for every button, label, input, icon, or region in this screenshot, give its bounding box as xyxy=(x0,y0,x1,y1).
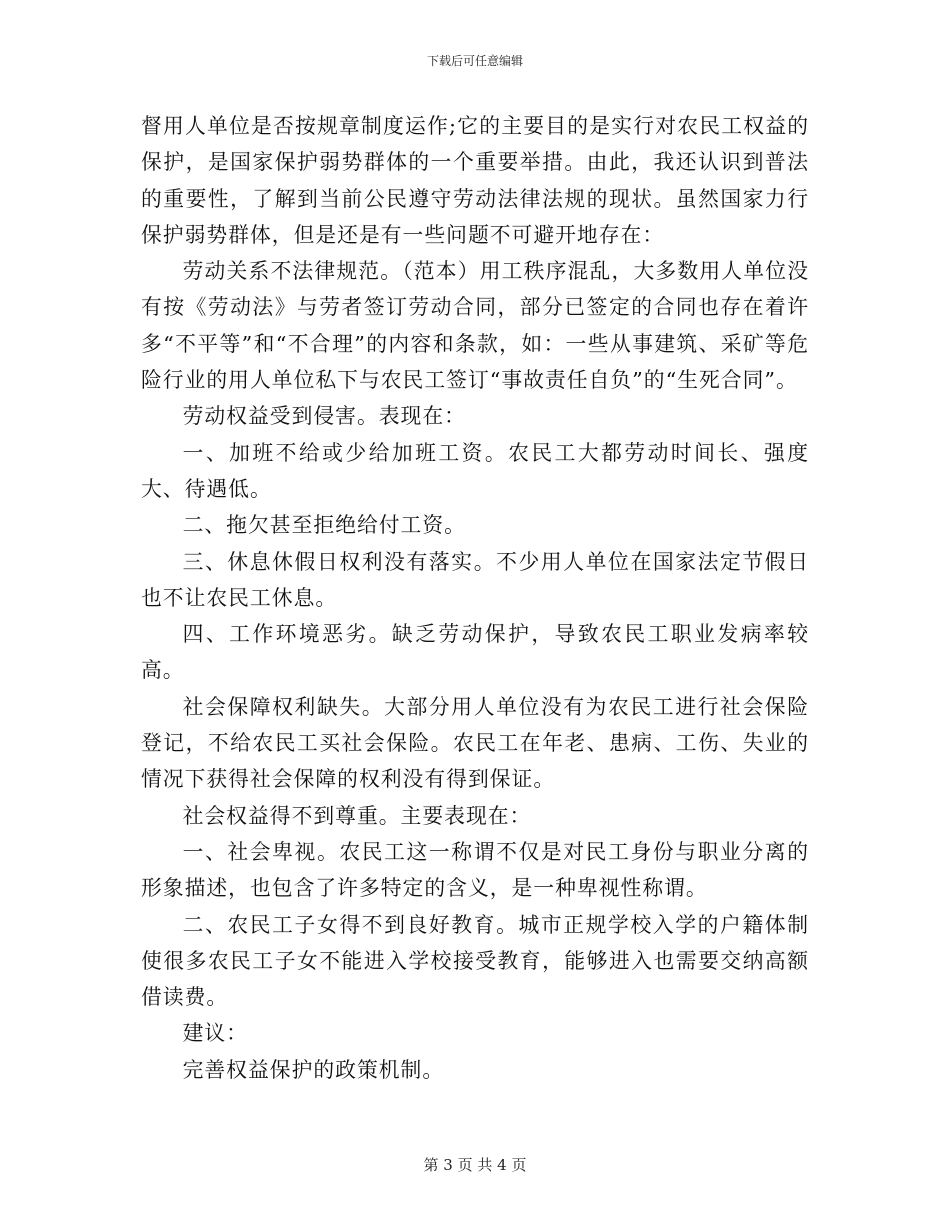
page-number: 第 3 页 共 4 页 xyxy=(423,1156,527,1174)
paragraph-6: 三、休息休假日权利没有落实。不少用人单位在国家法定节假日也不让农民工休息。 xyxy=(141,549,809,610)
paragraph-11: 二、农民工子女得不到良好教育。城市正规学校入学的户籍体制使很多农民工子女不能进入学校接受教育，能够进入也需要交纳高额借读费。 xyxy=(141,912,809,1010)
paragraph-4: 一、加班不给或少给加班工资。农民工大都劳动时间长、强度大、待遇低。 xyxy=(141,440,809,501)
paragraph-7: 四、工作环境恶劣。缺乏劳动保护，导致农民工职业发病率较高。 xyxy=(141,622,809,683)
paragraph-10: 一、社会卑视。农民工这一称谓不仅是对民工身份与职业分离的形象描述，也包含了许多特定的含义，是一种卑视性称谓。 xyxy=(141,839,809,901)
paragraph-2: 劳动关系不法律规范。（范本）用工秩序混乱，大多数用人单位没有按《劳动法》与劳者签订劳动合同，部分已签定的合同也存在着许多“不平等”和“不合理”的内容和条款，如：一些从事建筑、采矿等危险行业的用人单位私下与农民工签订“事故责任自负”的“生死合同”。 xyxy=(141,259,809,393)
paragraph-8: 社会保障权利缺失。大部分用人单位没有为农民工进行社会保险登记，不给农民工买社会保险。农民工在年老、患病、工伤、失业的情况下获得社会保障的权利没有得到保证。 xyxy=(141,694,809,792)
paragraph-9: 社会权益得不到尊重。主要表现在： xyxy=(182,803,532,828)
paragraph-3: 劳动权益受到侵害。表现在： xyxy=(182,404,466,429)
page-header-note: 下载后可任意编辑 xyxy=(426,54,523,68)
paragraph-5: 二、拖欠甚至拒绝给付工资。 xyxy=(182,513,466,538)
document-body xyxy=(141,108,809,1088)
paragraph-13: 完善权益保护的政策机制。 xyxy=(182,1057,445,1082)
paragraph-1: 督用人单位是否按规章制度运作;它的主要目的是实行对农民工权益的保护，是国家保护弱势群体的一个重要举措。由此，我还认识到普法的重要性，了解到当前公民遵守劳动法律法规的现状。虽然国家力行保护弱势群体，但是还是有一些问题不可避开地存在： xyxy=(141,114,809,247)
paragraph-12: 建议： xyxy=(182,1021,248,1046)
